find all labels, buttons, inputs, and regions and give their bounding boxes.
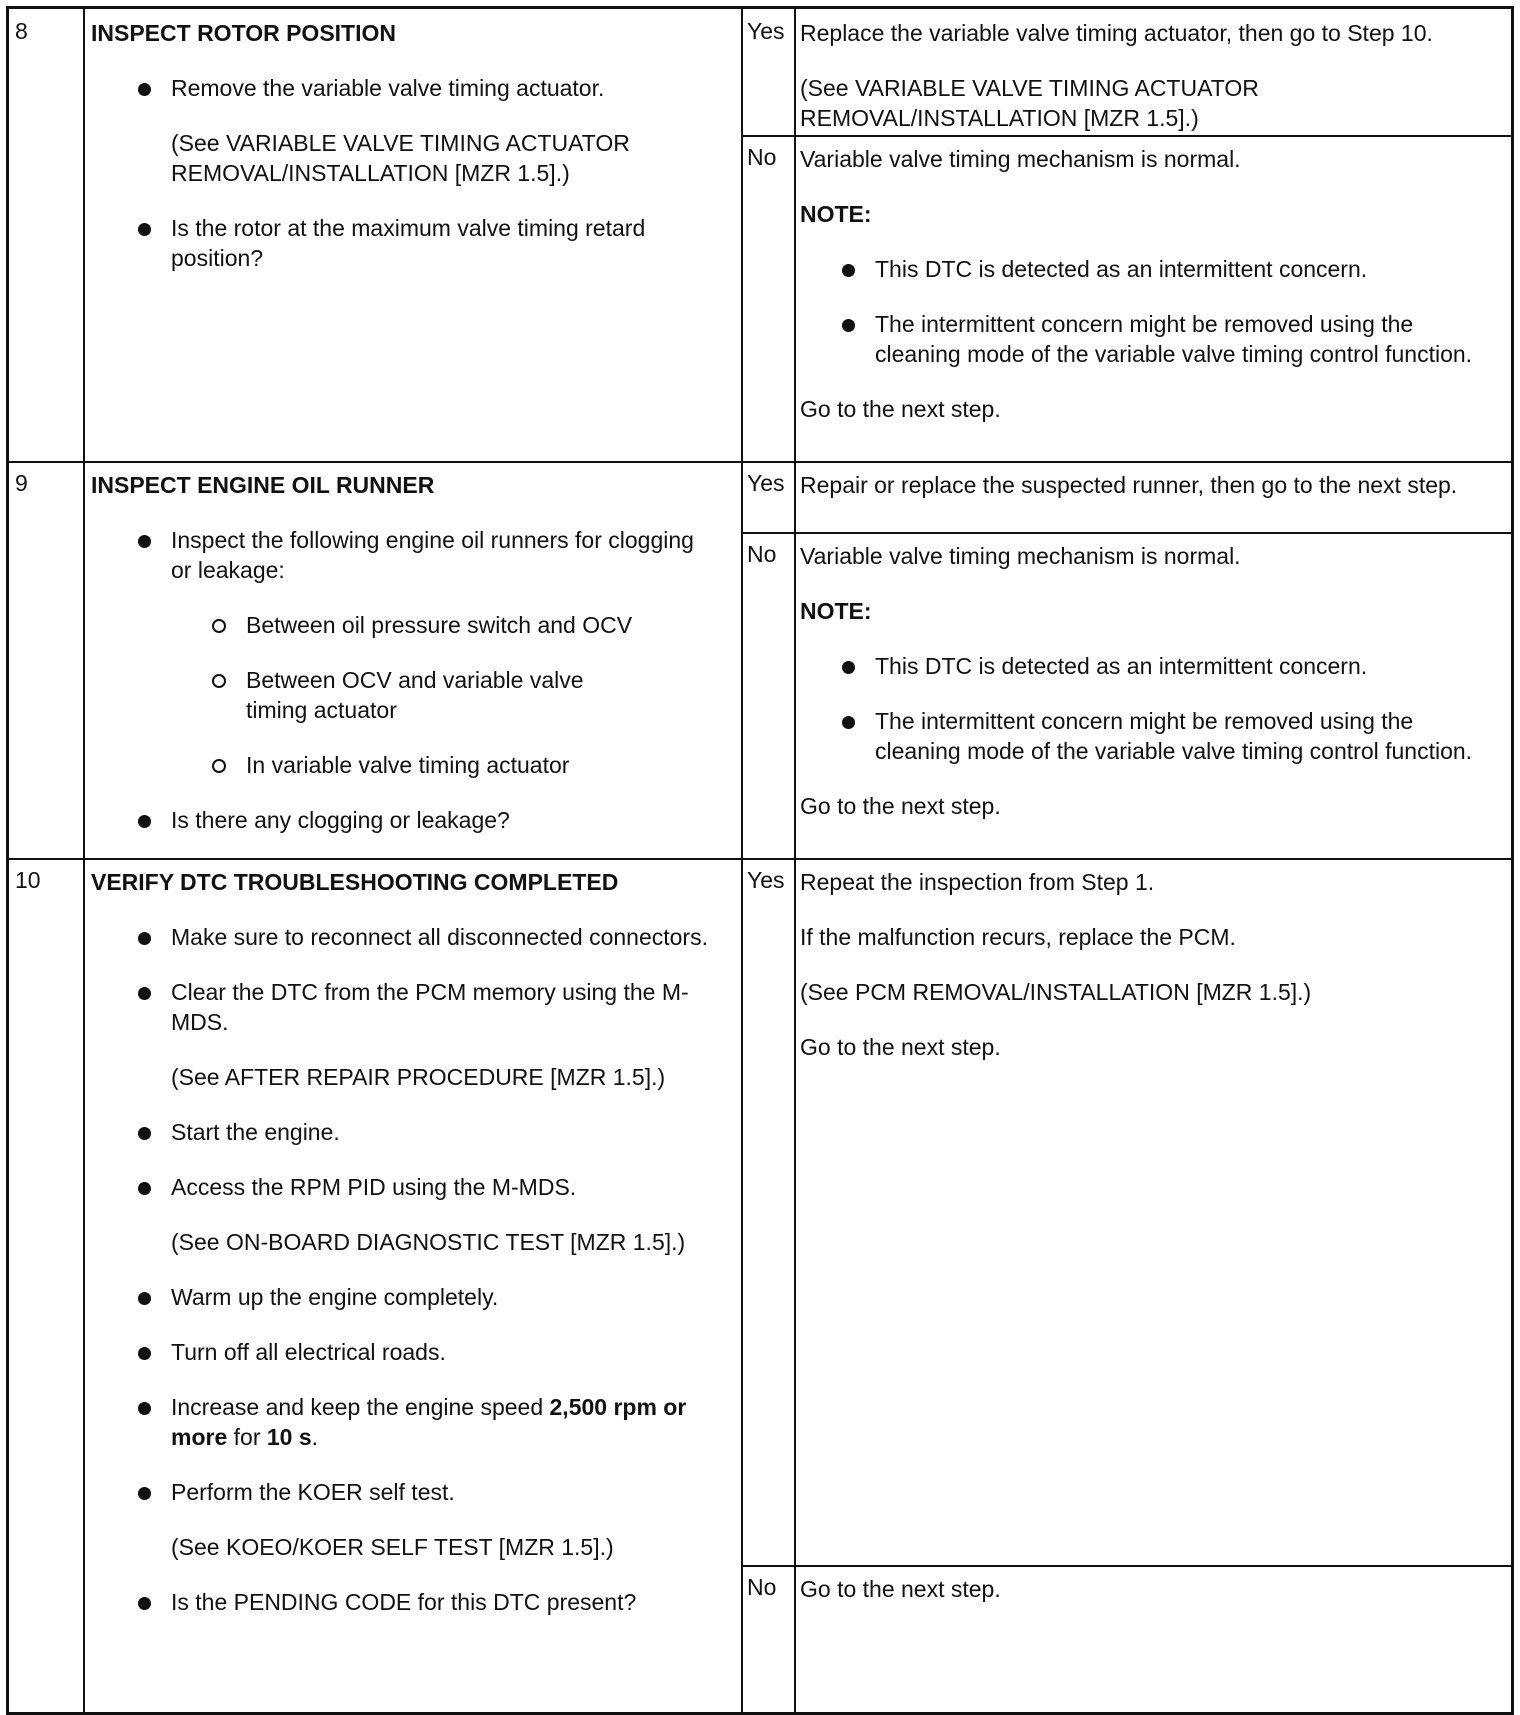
no-label: No <box>747 1574 777 1600</box>
action-text: If the malfunction recurs, replace the PCM. <box>800 924 1236 950</box>
sub-bullet-item: In variable valve timing actuator <box>91 750 646 780</box>
no-label: No <box>747 144 777 170</box>
step-8-yes-action <box>800 18 1500 158</box>
bullet-item-engine-speed <box>91 1392 711 1452</box>
note-bullet: This DTC is detected as an intermittent concern. <box>800 651 1500 681</box>
bullet-item: Make sure to reconnect all disconnected connectors. <box>91 922 711 952</box>
note-bullet: This DTC is detected as an intermittent concern. <box>800 254 1500 284</box>
bullet-item: Is the PENDING CODE for this DTC present? <box>91 1587 711 1617</box>
reference-text: (See AFTER REPAIR PROCEDURE [MZR 1.5].) <box>171 1064 666 1090</box>
text: Increase and keep the engine speed <box>171 1394 550 1420</box>
col-divider <box>83 9 85 1712</box>
bullet-item: Remove the variable valve timing actuator. <box>91 73 711 103</box>
step-10-no-action <box>800 1574 1500 1629</box>
bullet-item: Warm up the engine completely. <box>91 1282 711 1312</box>
bullet-item: Start the engine. <box>91 1117 711 1147</box>
step-9-instructions <box>91 470 711 835</box>
sub-bullet-item: Between OCV and variable valve timing actuator <box>91 665 646 725</box>
reference-text: (See PCM REMOVAL/INSTALLATION [MZR 1.5].) <box>800 979 1312 1005</box>
step-number: 9 <box>15 470 28 496</box>
note-bullet: The intermittent concern might be removed using the cleaning mode of the variable valve timing control function. <box>800 309 1500 369</box>
reference-text: (See ON-BOARD DIAGNOSTIC TEST [MZR 1.5].) <box>171 1229 686 1255</box>
step-9-yes-action <box>800 470 1480 525</box>
diagnostic-table <box>6 6 1514 1715</box>
bullet-item: Perform the KOER self test. <box>91 1477 711 1507</box>
text: for <box>227 1424 267 1450</box>
action-text: Variable valve timing mechanism is normal. <box>800 543 1241 569</box>
rpm-value: 2,500 rpm or more <box>171 1394 687 1450</box>
bullet-item: Is the rotor at the maximum valve timing retard position? <box>91 213 711 273</box>
note-label: NOTE: <box>800 201 872 227</box>
yes-label: Yes <box>747 470 785 496</box>
col-divider <box>794 9 796 1712</box>
action-text: Go to the next step. <box>800 1576 1001 1602</box>
bullet-item: Inspect the following engine oil runners for clogging or leakage: <box>91 525 711 585</box>
action-text: Variable valve timing mechanism is normal. <box>800 146 1241 172</box>
action-text: Repeat the inspection from Step 1. <box>800 869 1155 895</box>
action-text: Go to the next step. <box>800 396 1001 422</box>
reference-text: (See VARIABLE VALVE TIMING ACTUATOR REMOVAL/INSTALLATION [MZR 1.5].) <box>800 75 1259 131</box>
step-title: INSPECT ENGINE OIL RUNNER <box>91 472 435 498</box>
step-number: 10 <box>15 867 41 893</box>
bullet-item: Access the RPM PID using the M-MDS. <box>91 1172 711 1202</box>
action-text: Repair or replace the suspected runner, then go to the next step. <box>800 472 1458 498</box>
step-title: VERIFY DTC TROUBLESHOOTING COMPLETED <box>91 869 619 895</box>
yes-no-divider <box>741 532 1511 534</box>
bullet-item: Turn off all electrical roads. <box>91 1337 711 1367</box>
step-9-no-action <box>800 541 1500 846</box>
row-divider <box>9 461 1511 463</box>
reference-text: (See VARIABLE VALVE TIMING ACTUATOR REMOVAL/INSTALLATION [MZR 1.5].) <box>171 130 630 186</box>
col-divider <box>741 9 743 1712</box>
note-label: NOTE: <box>800 598 872 624</box>
step-title: INSPECT ROTOR POSITION <box>91 20 396 46</box>
sub-bullet-item: Between oil pressure switch and OCV <box>91 610 646 640</box>
yes-label: Yes <box>747 867 785 893</box>
bullet-item: Is there any clogging or leakage? <box>91 805 711 835</box>
yes-no-divider <box>741 1565 1511 1567</box>
step-10-yes-action <box>800 867 1500 1087</box>
time-value: 10 s <box>266 1424 312 1450</box>
step-number: 8 <box>15 18 28 44</box>
reference-text: (See KOEO/KOER SELF TEST [MZR 1.5].) <box>171 1534 614 1560</box>
no-label: No <box>747 541 777 567</box>
action-text: Go to the next step. <box>800 1034 1001 1060</box>
bullet-item: Clear the DTC from the PCM memory using the M-MDS. <box>91 977 711 1037</box>
step-8-instructions <box>91 18 711 273</box>
text: . <box>311 1424 319 1450</box>
note-bullet: The intermittent concern might be removed using the cleaning mode of the variable valve timing control function. <box>800 706 1500 766</box>
step-10-instructions <box>91 867 711 1617</box>
action-text: Replace the variable valve timing actuator, then go to Step 10. <box>800 20 1433 46</box>
action-text: Go to the next step. <box>800 793 1001 819</box>
step-8-no-action <box>800 144 1500 449</box>
yes-label: Yes <box>747 18 785 44</box>
row-divider <box>9 858 1511 860</box>
